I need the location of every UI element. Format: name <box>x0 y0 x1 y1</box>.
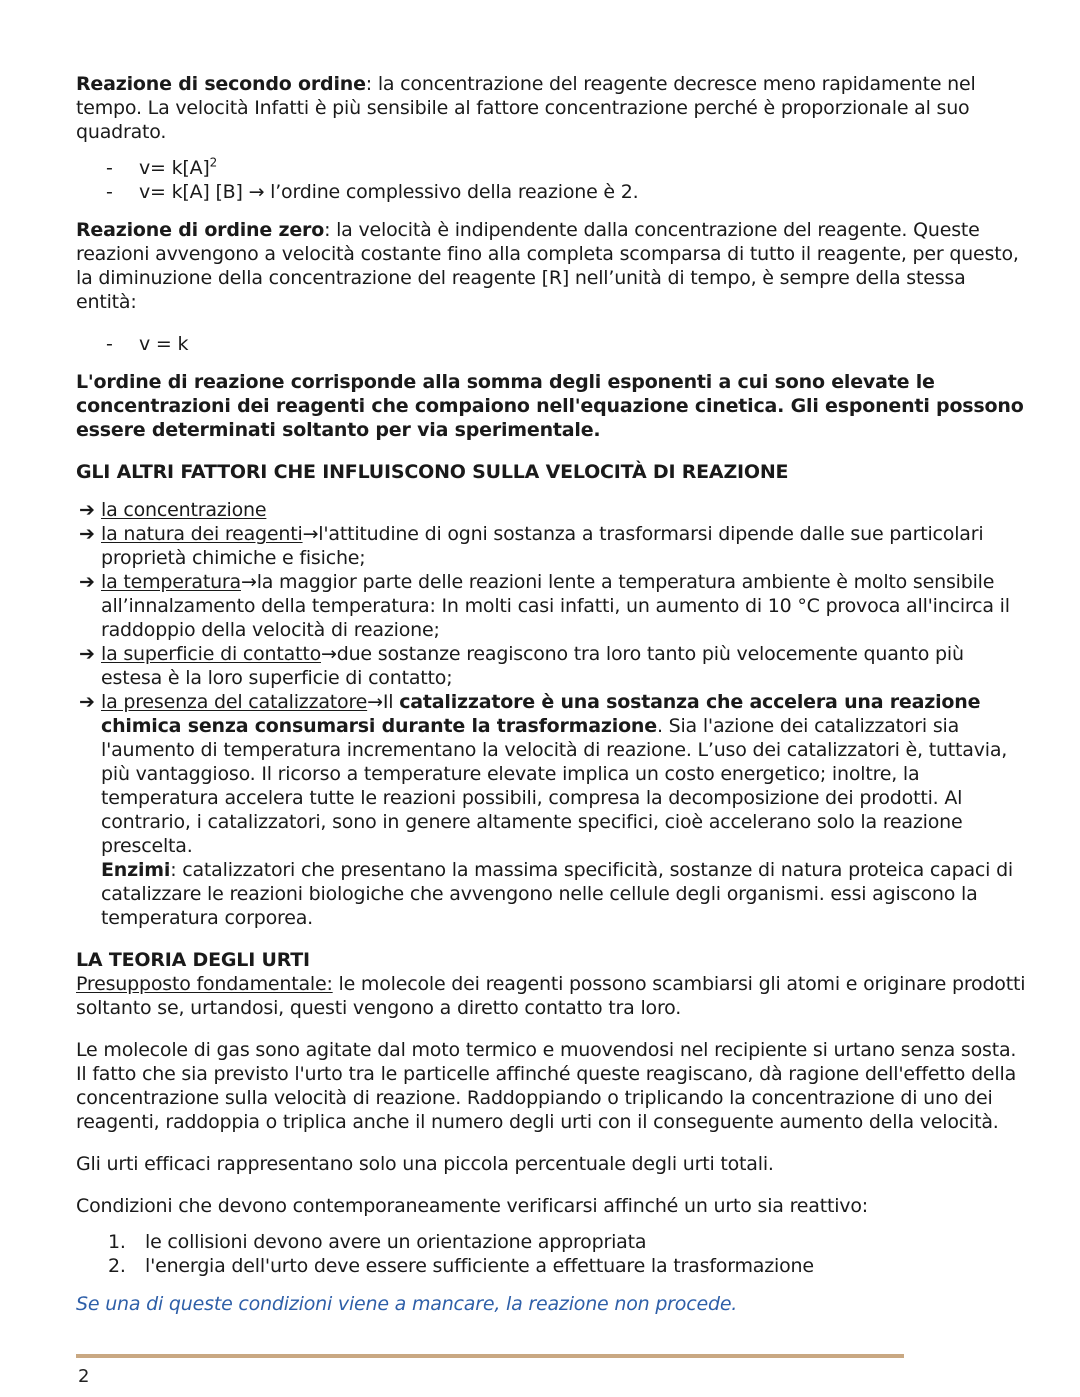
equation-1: v= k[A] <box>139 157 210 179</box>
order-summary: L'ordine di reazione corrisponde alla somma degli esponenti a cui sono elevate le concentrazioni dei reagenti che compaiono nell'equazione cinetica. Gli esponenti possono essere determinati soltanto per via sperimentale. <box>76 371 1024 441</box>
arrow-icon: ➔ <box>79 499 95 521</box>
zero-order-text: : la velocità è indipendente dalla concentrazione del reagente. Queste reazioni avvengono a velocità costante fino alla completa scomparsa di tutto il reagente, per questo, la diminuzione della concentrazione del reagente [R] nell’unità di tempo, è sempre della stessa entità: <box>76 219 1019 313</box>
equation-zero: v = k <box>139 333 189 355</box>
second-order-label: Reazione di secondo ordine <box>76 73 366 95</box>
enzymes-text: : catalizzatori che presentano la massima specificità, sostanze di natura proteica capaci di catalizzare le reazioni biologiche che avvengono nelle cellule degli organismi. essi agiscono la temperatura corporea. <box>101 859 1014 929</box>
collision-conclusion: Se una di queste condizioni viene a mancare, la reazione non procede. <box>76 1293 738 1315</box>
factor-surface-text: →due sostanze reagiscono tra loro tanto più velocemente quanto più estesa è la loro superficie di contatto; <box>101 643 964 689</box>
condition-number: 2. <box>108 1255 126 1277</box>
list-item: - $v= k[A]^2$ <box>106 155 218 179</box>
factors-list <box>76 498 1026 930</box>
factor-temperature-label: la temperatura <box>101 571 241 593</box>
list-item: - v = k <box>106 333 189 355</box>
conditions-list <box>76 1230 1026 1278</box>
second-order-paragraph <box>76 72 1026 144</box>
second-order-equations <box>76 156 1026 204</box>
list-item <box>76 1230 1026 1254</box>
factor-temperature-text: →la maggior parte delle reazioni lente a temperatura ambiente è molto sensibile all’innalzamento della temperatura: In molti casi infatti, un aumento di 10 °C provoca all'incirca il raddoppio della velocità di reazione; <box>101 571 1010 641</box>
list-item <box>76 498 1026 522</box>
list-item <box>76 690 1026 930</box>
condition-number: 1. <box>108 1231 126 1253</box>
collision-heading: LA TEORIA DEGLI URTI <box>76 949 310 971</box>
factor-nature-text: →l'attitudine di ogni sostanza a trasformarsi dipende dalle sue particolari proprietà chimiche e fisiche; <box>101 523 984 569</box>
condition-1: le collisioni devono avere un orientazione appropriata <box>145 1231 647 1253</box>
arrow-icon: ➔ <box>79 523 95 545</box>
premise-text: le molecole dei reagenti possono scambiarsi gli atomi e originare prodotti soltanto se, urtandosi, questi vengono a diretto contatto tra loro. <box>76 973 1026 1019</box>
list-item <box>76 522 1026 570</box>
document-page <box>76 72 1026 1316</box>
factor-concentration: la concentrazione <box>101 499 267 521</box>
arrow-icon: ➔ <box>79 643 95 665</box>
equation-2: v= k[A] [B] → l’ordine complessivo della reazione è 2. <box>139 181 639 203</box>
collision-paragraph-3: Condizioni che devono contemporaneamente verificarsi affinché un urto sia reattivo: <box>76 1195 868 1217</box>
factor-catalyst-arrow: →Il <box>367 691 400 713</box>
factor-surface-label: la superficie di contatto <box>101 643 321 665</box>
factor-catalyst-text: . Sia l'azione dei catalizzatori sia l'aumento di temperatura incrementano la velocità di reazione. L’uso dei catalizzatori è, tuttavia, più vantaggioso. Il ricorso a temperature elevate implica un costo energetico; inoltre, la temperatura accelera tutte le reazioni possibili, compresa la decomposizione dei prodotti. Al contrario, i catalizzatori, sono in genere altamente specifici, cioè accelerano solo la reazione prescelta. <box>101 715 1008 857</box>
arrow-icon: ➔ <box>79 691 95 713</box>
footer-divider <box>76 1354 904 1358</box>
enzymes-label: Enzimi <box>101 859 171 881</box>
arrow-icon: ➔ <box>79 571 95 593</box>
collision-paragraph-2: Gli urti efficaci rappresentano solo una piccola percentuale degli urti totali. <box>76 1153 774 1175</box>
condition-2: l'energia dell'urto deve essere sufficiente a effettuare la trasformazione <box>145 1255 814 1277</box>
list-item <box>76 570 1026 642</box>
zero-order-paragraph <box>76 218 1026 314</box>
factor-catalyst-label: la presenza del catalizzatore <box>101 691 368 713</box>
factor-catalyst-definition: catalizzatore è una sostanza che accelera una reazione chimica senza consumarsi durante la trasformazione <box>101 691 981 737</box>
second-order-text: : la concentrazione del reagente decresce meno rapidamente nel tempo. La velocità Infatti è più sensibile al fattore concentrazione perché è proporzionale al suo quadrato. <box>76 73 976 143</box>
list-item <box>76 1254 1026 1278</box>
collision-paragraph-1: Le molecole di gas sono agitate dal moto termico e muovendosi nel recipiente si urtano senza sosta. Il fatto che sia previsto l'urto tra le particelle affinché queste reagiscano, dà ragione dell'effetto della concentrazione sulla velocità di reazione. Raddoppiando o triplicando la concentrazione di uno dei reagenti, raddoppia o triplica anche il numero degli urti con il conseguente aumento della velocità. <box>76 1039 1017 1133</box>
zero-order-label: Reazione di ordine zero <box>76 219 325 241</box>
page-number: 2 <box>78 1366 90 1387</box>
collision-premise <box>76 972 1026 1020</box>
premise-label: Presupposto fondamentale: <box>76 973 333 995</box>
factors-heading: GLI ALTRI FATTORI CHE INFLUISCONO SULLA VELOCITÀ DI REAZIONE <box>76 461 789 483</box>
list-item: - v= k[A] [B] → l’ordine complessivo della reazione è 2. <box>106 181 639 203</box>
equation-1-exponent: 2 <box>209 155 218 170</box>
zero-order-equations <box>76 332 1026 356</box>
factor-nature-label: la natura dei reagenti <box>101 523 303 545</box>
list-item <box>76 642 1026 690</box>
